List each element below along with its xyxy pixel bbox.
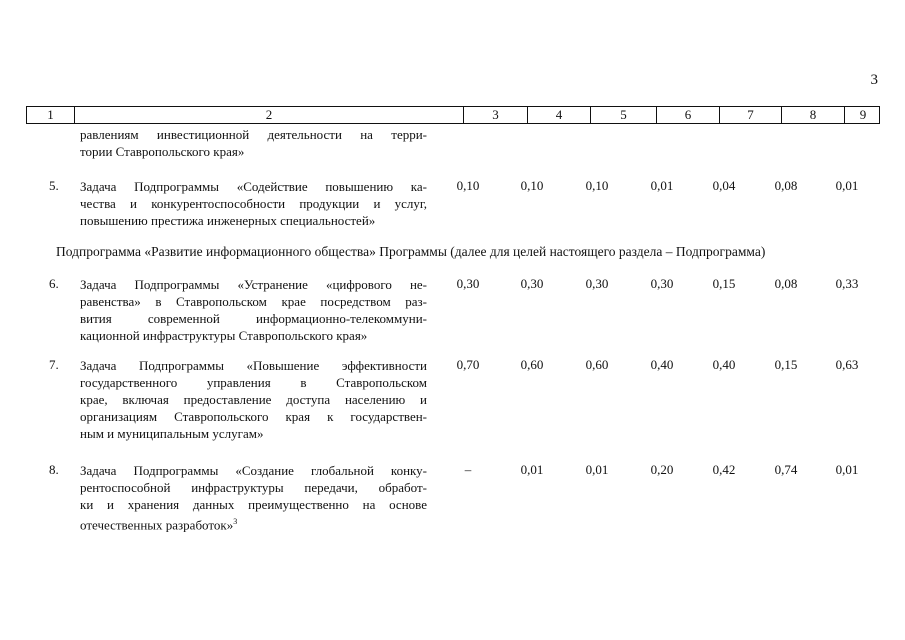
text-line: Задача Подпрограммы «Повышение эффективности	[80, 358, 427, 373]
header-col-6: 6	[657, 107, 720, 123]
header-col-2: 2	[75, 107, 464, 123]
task-description	[80, 462, 427, 533]
text-line: тории Ставропольского края»	[80, 144, 245, 159]
header-col-4: 4	[528, 107, 591, 123]
subprogram-heading: Подпрограмма «Развитие информационного общества» Программы (далее для целей настоящего раздела – Подпрограмма)	[56, 244, 766, 259]
page-number: 3	[870, 72, 878, 88]
value-col-9: 0,01	[835, 462, 859, 477]
text-line: крае, включая предоставление доступа населению и	[80, 392, 427, 407]
table-header	[26, 106, 880, 124]
header-col-5: 5	[591, 107, 657, 123]
value-col-7: 0,04	[712, 178, 736, 193]
value-col-9: 0,01	[835, 178, 859, 193]
text-line-content: отечественных разработок»	[80, 517, 234, 533]
text-line: равенства» в Ставропольском крае посредством раз-	[80, 294, 427, 309]
text-line: рентоспособной инфраструктуры передачи, обработ-	[80, 480, 427, 495]
value-col-7: 0,42	[712, 462, 736, 477]
text-line: государственного управления в Ставропольском	[80, 375, 427, 390]
value-col-6: 0,40	[650, 357, 674, 372]
text-line: Задача Подпрограммы «Содействие повышению ка-	[80, 179, 427, 194]
value-col-7: 0,15	[712, 276, 736, 291]
value-col-3: 0,10	[456, 178, 480, 193]
text-line	[80, 513, 427, 533]
header-col-8: 8	[782, 107, 845, 123]
value-col-3: 0,70	[456, 357, 480, 372]
value-col-7: 0,40	[712, 357, 736, 372]
text-line: чества и конкурентоспособности продукции и услуг,	[80, 196, 427, 211]
header-col-3: 3	[464, 107, 528, 123]
task-description	[80, 357, 427, 442]
value-col-8: 0,15	[774, 357, 798, 372]
value-col-5: 0,01	[585, 462, 609, 477]
text-line: ным и муниципальным услугам»	[80, 426, 264, 441]
header-col-7: 7	[720, 107, 782, 123]
value-col-9: 0,33	[835, 276, 859, 291]
text-line: Задача Подпрограммы «Создание глобальной конку-	[80, 463, 427, 478]
row-number: 5.	[49, 178, 59, 193]
value-col-8: 0,74	[774, 462, 798, 477]
header-col-1: 1	[27, 107, 75, 123]
value-col-8: 0,08	[774, 276, 798, 291]
value-col-3: 0,30	[456, 276, 480, 291]
value-col-4: 0,30	[520, 276, 544, 291]
value-col-5: 0,60	[585, 357, 609, 372]
task-description	[80, 276, 427, 344]
value-col-6: 0,20	[650, 462, 674, 477]
row-number: 6.	[49, 276, 59, 291]
row-number: 7.	[49, 357, 59, 372]
text-line: равлениям инвестиционной деятельности на терри-	[80, 127, 427, 142]
text-line: организациям Ставропольского края к государствен-	[80, 409, 427, 424]
task-description	[80, 178, 427, 229]
value-col-4: 0,60	[520, 357, 544, 372]
value-col-9: 0,63	[835, 357, 859, 372]
header-col-9: 9	[859, 107, 867, 122]
value-col-6: 0,01	[650, 178, 674, 193]
value-col-4: 0,01	[520, 462, 544, 477]
footnote-marker: 3	[233, 517, 238, 526]
value-col-8: 0,08	[774, 178, 798, 193]
text-line: кационной инфраструктуры Ставропольского края»	[80, 328, 368, 343]
value-col-3: –	[464, 462, 472, 477]
value-col-4: 0,10	[520, 178, 544, 193]
continuation-text	[80, 126, 427, 160]
text-line: вития современной информационно-телекоммуни-	[80, 311, 427, 326]
text-line: повышению престижа инженерных специальностей»	[80, 213, 376, 228]
text-line: Задача Подпрограммы «Устранение «цифрового не-	[80, 277, 427, 292]
row-number: 8.	[49, 462, 59, 477]
value-col-6: 0,30	[650, 276, 674, 291]
value-col-5: 0,10	[585, 178, 609, 193]
text-line: ки и хранения данных преимущественно на основе	[80, 497, 427, 512]
value-col-5: 0,30	[585, 276, 609, 291]
